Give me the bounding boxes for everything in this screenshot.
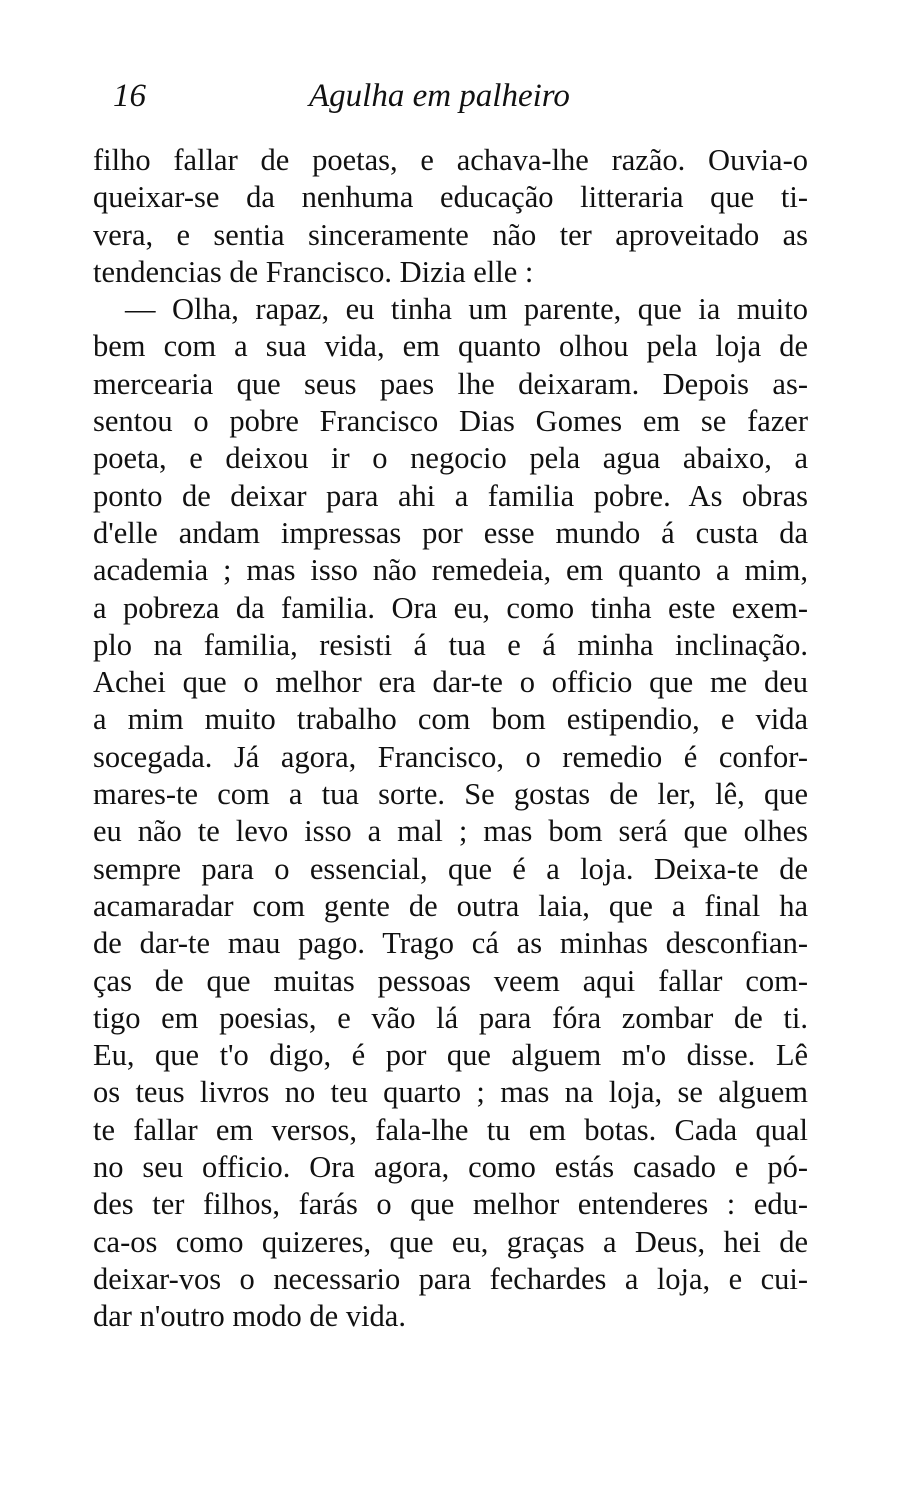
text-line: a pobreza da familia. Ora eu, como tinha este exem-: [93, 590, 808, 625]
text-line: eu não te levo isso a mal ; mas bom será que olhes: [93, 814, 808, 849]
body-text: [93, 142, 808, 1336]
text-line: sempre para o essencial, que é a loja. Deixa-te de: [93, 851, 808, 886]
page-number: 16: [113, 78, 146, 114]
text-line: d'elle andam impressas por esse mundo á custa da: [93, 515, 808, 550]
text-line: plo na familia, resisti á tua e á minha inclinação.: [93, 627, 808, 662]
text-line: acamaradar com gente de outra laia, que a final ha: [93, 888, 808, 923]
text-line: ca-os como quizeres, que eu, graças a Deus, hei de: [93, 1224, 808, 1259]
text-line: tendencias de Francisco. Dizia elle :: [93, 254, 534, 289]
text-line: Eu, que t'o digo, é por que alguem m'o disse. Lê: [93, 1038, 808, 1073]
text-line: mercearia que seus paes lhe deixaram. Depois as-: [93, 366, 808, 401]
text-line: filho fallar de poetas, e achava-lhe razão. Ouvia-o: [93, 143, 808, 177]
text-line: des ter filhos, farás o que melhor entenderes : edu-: [93, 1187, 808, 1222]
text-line: vera, e sentia sinceramente não ter aproveitado as: [93, 217, 808, 252]
text-line: sentou o pobre Francisco Dias Gomes em se fazer: [93, 404, 808, 439]
running-head: [95, 74, 808, 118]
text-line: poeta, e deixou ir o negocio pela agua abaixo, a: [93, 441, 808, 476]
text-line: mares-te com a tua sorte. Se gostas de ler, lê, que: [93, 777, 808, 812]
text-line: ças de que muitas pessoas veem aqui fallar com-: [93, 963, 808, 998]
text-line: os teus livros no teu quarto ; mas na loja, se alguem: [93, 1075, 808, 1110]
text-line: deixar-vos o necessario para fechardes a loja, e cui-: [93, 1261, 808, 1296]
text-line: queixar-se da nenhuma educação litteraria que ti-: [93, 180, 808, 215]
text-line: ponto de deixar para ahi a familia pobre. As obras: [93, 478, 808, 513]
text-line: — Olha, rapaz, eu tinha um parente, que ia muito: [125, 292, 808, 327]
text-line: de dar-te mau pago. Trago cá as minhas desconfian-: [93, 926, 808, 961]
text-line: no seu officio. Ora agora, como estás casado e pó-: [93, 1150, 808, 1185]
text-line: academia ; mas isso não remedeia, em quanto a mim,: [93, 553, 808, 588]
text-line: dar n'outro modo de vida.: [93, 1299, 406, 1334]
text-line: socegada. Já agora, Francisco, o remedio é confor-: [93, 739, 808, 774]
text-line: bem com a sua vida, em quanto olhou pela loja de: [93, 329, 808, 364]
text-line: a mim muito trabalho com bom estipendio, e vida: [93, 702, 808, 737]
running-title: Agulha em palheiro: [309, 78, 570, 114]
text-line: Achei que o melhor era dar-te o officio que me deu: [93, 665, 808, 700]
text-line: te fallar em versos, fala-lhe tu em botas. Cada qual: [93, 1112, 808, 1147]
text-line: tigo em poesias, e vão lá para fóra zombar de ti.: [93, 1000, 808, 1035]
